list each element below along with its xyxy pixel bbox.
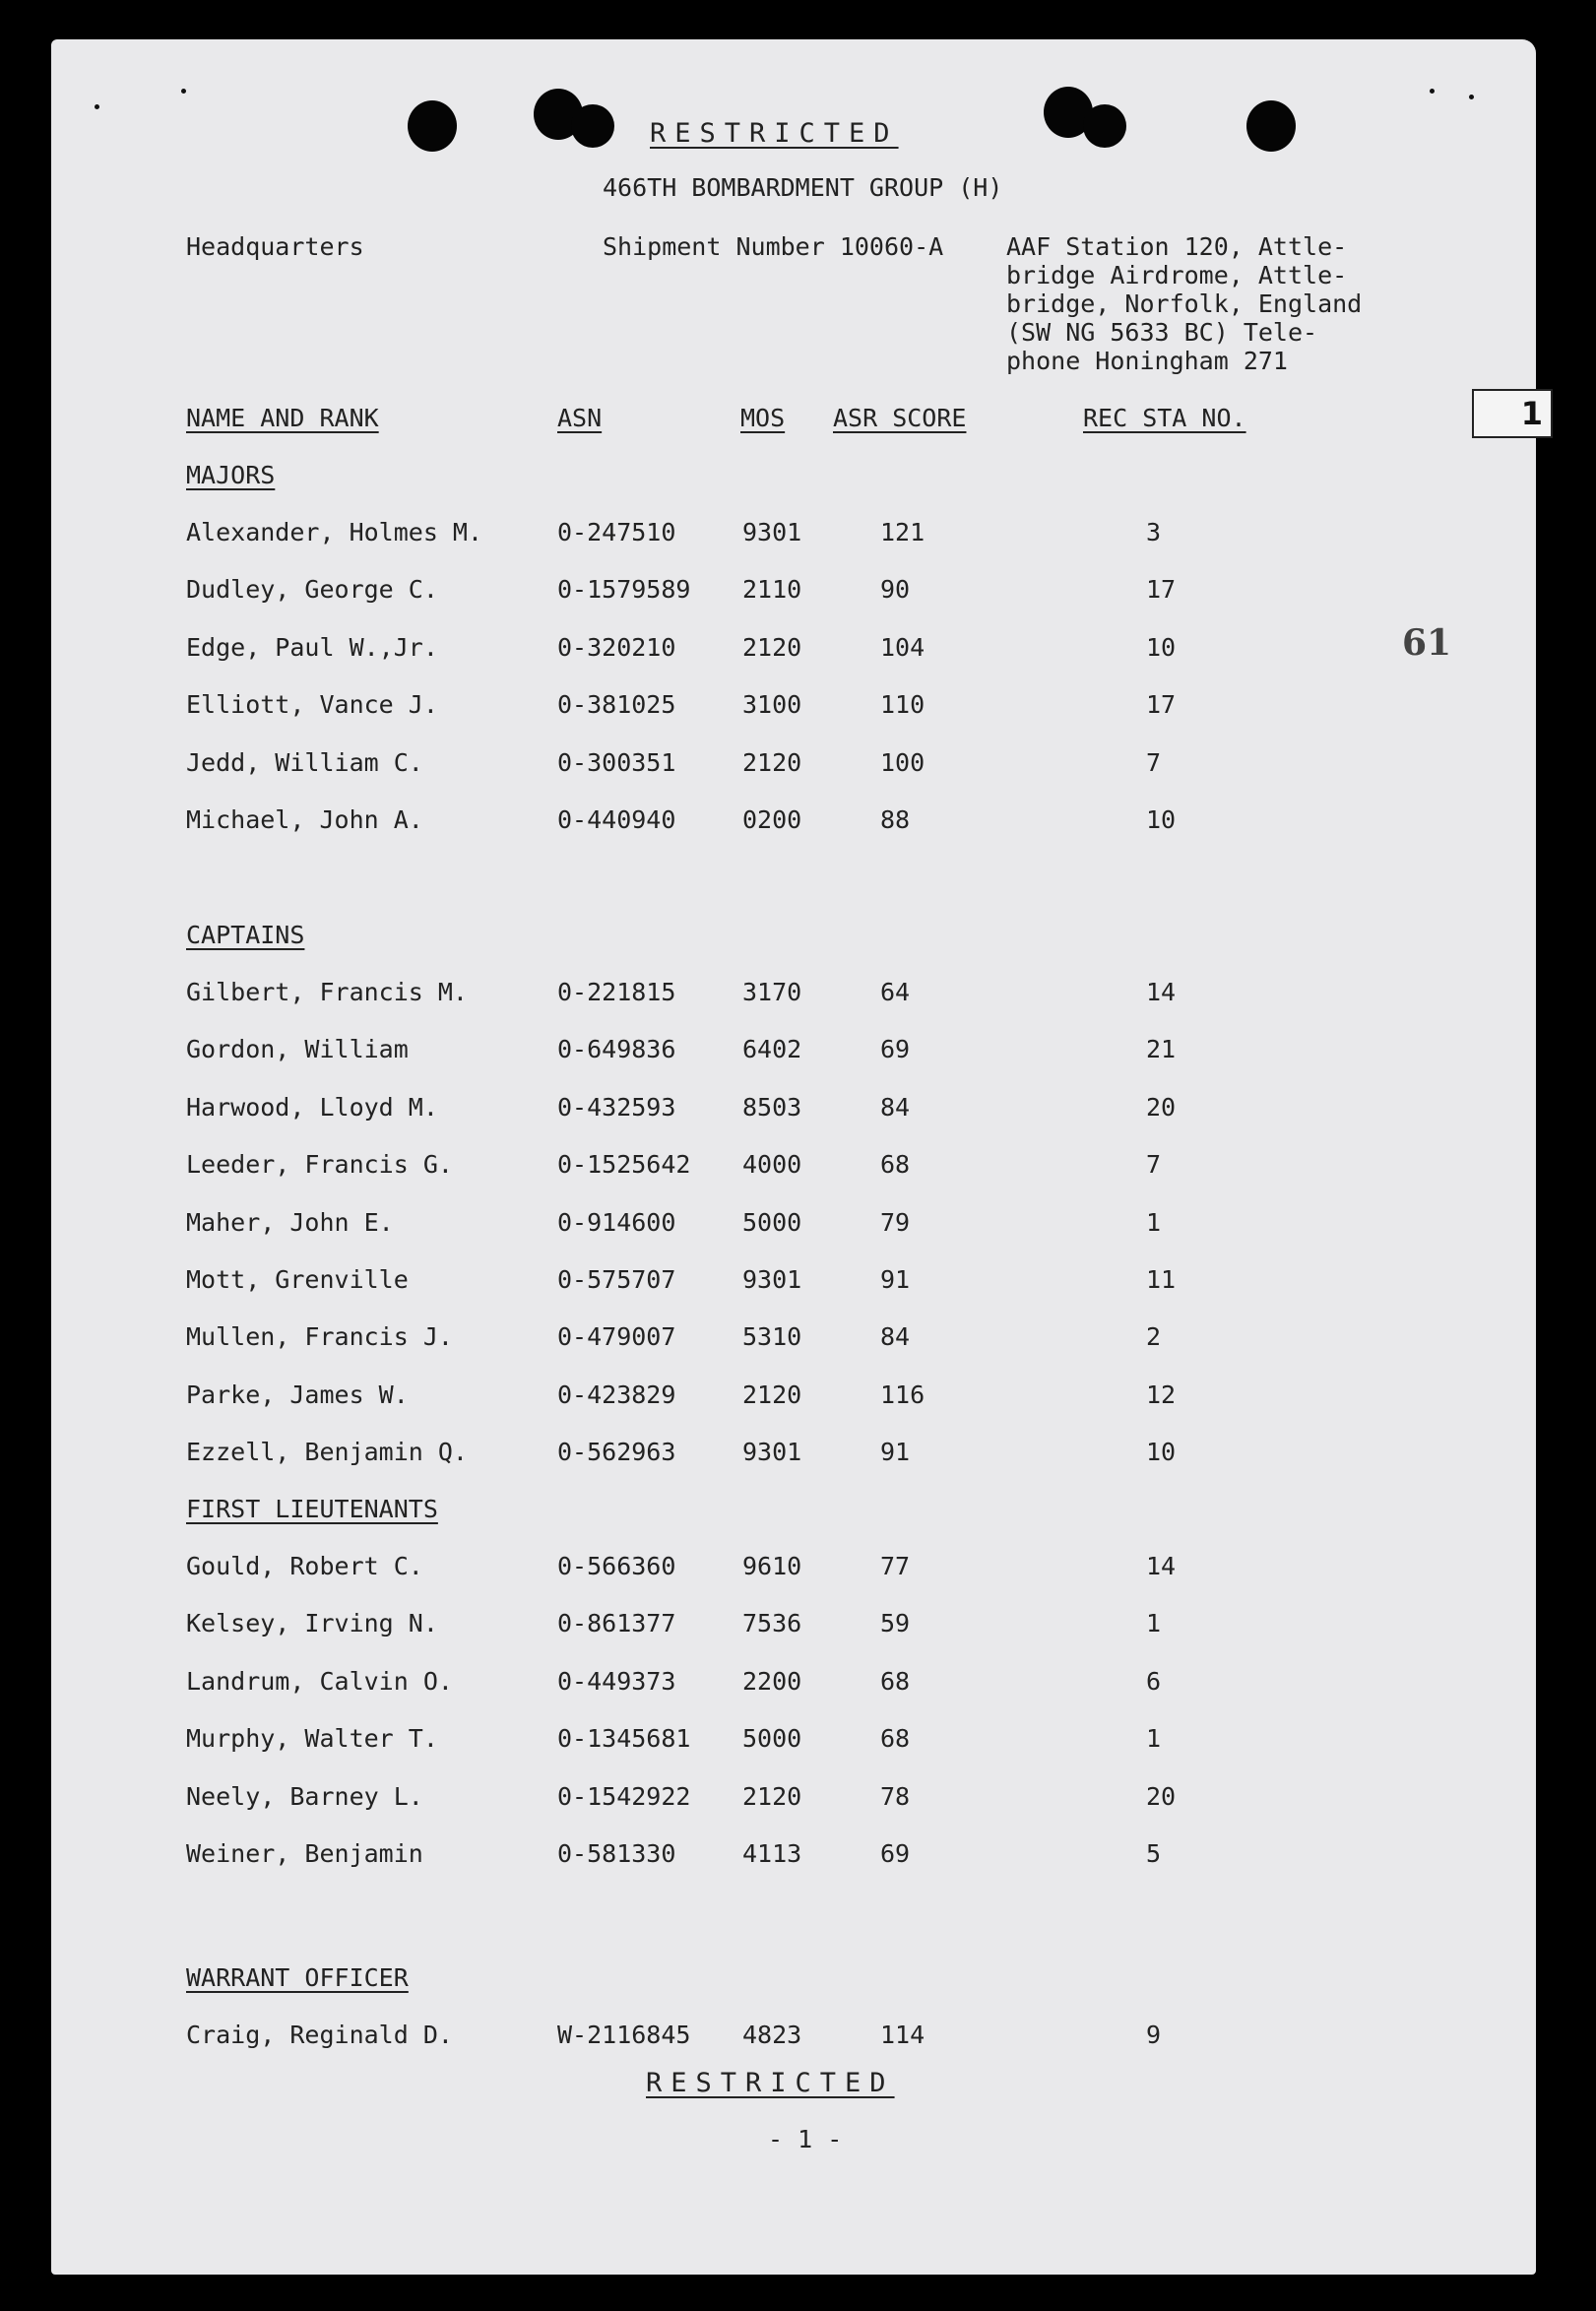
station-line: (SW NG 5633 BC) Tele- — [1006, 318, 1318, 347]
table-row — [51, 1324, 1536, 1354]
cell-asn: 0-320210 — [557, 632, 676, 662]
cell-asn: 0-1579589 — [557, 575, 691, 605]
cell-name: Mott, Grenville — [186, 1265, 409, 1294]
cell-name: Ezzell, Benjamin Q. — [186, 1438, 468, 1467]
cell-name: Parke, James W. — [186, 1380, 409, 1409]
cell-name: Elliott, Vance J. — [186, 690, 438, 720]
cell-mos: 5310 — [742, 1322, 802, 1352]
cell-asr: 69 — [880, 1035, 911, 1064]
cell-asn: 0-423829 — [557, 1380, 676, 1409]
cell-mos: 5000 — [742, 1207, 802, 1237]
col-header-asr: ASR SCORE — [833, 404, 967, 432]
cell-asn: 0-566360 — [557, 1552, 676, 1580]
table-row — [51, 747, 1536, 780]
cell-name: Harwood, Lloyd M. — [186, 1092, 438, 1122]
station-line: bridge Airdrome, Attle- — [1006, 261, 1348, 289]
cell-name: Leeder, Francis G. — [186, 1150, 453, 1180]
col-header-name: NAME AND RANK — [186, 404, 379, 432]
cell-asr: 64 — [880, 978, 911, 1006]
cell-asr: 116 — [880, 1380, 926, 1409]
cell-asr: 91 — [880, 1438, 911, 1467]
cell-asr: 88 — [880, 805, 911, 834]
cell-asn: 0-575707 — [557, 1265, 676, 1294]
cell-mos: 2120 — [742, 747, 802, 777]
cell-asr: 104 — [880, 632, 926, 662]
page-tab: 1 — [1472, 389, 1553, 438]
table-row — [51, 1382, 1536, 1412]
cell-asn: 0-449373 — [557, 1666, 676, 1696]
table-row — [51, 692, 1536, 722]
cell-mos: 3100 — [742, 690, 802, 720]
cell-mos: 9610 — [742, 1552, 802, 1580]
table-row — [51, 1554, 1536, 1583]
cell-rec: 10 — [1146, 805, 1177, 834]
cell-mos: 2120 — [742, 1781, 802, 1811]
punch-hole — [1083, 104, 1126, 148]
table-row — [51, 577, 1536, 607]
cell-asr: 68 — [880, 1150, 911, 1180]
cell-mos: 2200 — [742, 1666, 802, 1696]
cell-asr: 79 — [880, 1207, 911, 1237]
cell-name: Edge, Paul W.,Jr. — [186, 632, 438, 662]
classification-header: RESTRICTED — [650, 118, 899, 149]
cell-mos: 9301 — [742, 518, 802, 546]
handwritten-number: 61 — [1402, 622, 1452, 664]
cell-mos: 6402 — [742, 1035, 802, 1064]
cell-rec: 2 — [1146, 1322, 1162, 1352]
cell-mos: 0200 — [742, 805, 802, 834]
cell-name: Murphy, Walter T. — [186, 1724, 438, 1754]
cell-asr: 59 — [880, 1609, 911, 1638]
cell-asr: 114 — [880, 2021, 926, 2049]
cell-asn: 0-581330 — [557, 1839, 676, 1868]
cell-mos: 4000 — [742, 1150, 802, 1180]
table-row — [51, 1267, 1536, 1297]
cell-mos: 9301 — [742, 1438, 802, 1467]
cell-asr: 84 — [880, 1322, 911, 1352]
table-row — [51, 1666, 1536, 1699]
table-row — [51, 2022, 1536, 2052]
cell-rec: 3 — [1146, 518, 1162, 546]
table-row — [51, 980, 1536, 1009]
cell-asn: 0-300351 — [557, 747, 676, 777]
cell-name: Maher, John E. — [186, 1207, 394, 1237]
section-title: MAJORS — [186, 461, 276, 489]
cell-asn: 0-221815 — [557, 978, 676, 1006]
cell-mos: 7536 — [742, 1609, 802, 1638]
cell-rec: 10 — [1146, 1438, 1177, 1467]
cell-rec: 7 — [1146, 1150, 1162, 1180]
cell-mos: 8503 — [742, 1092, 802, 1122]
cell-rec: 12 — [1146, 1380, 1177, 1409]
cell-asr: 77 — [880, 1552, 911, 1580]
unit-title: 466TH BOMBARDMENT GROUP (H) — [603, 173, 1003, 202]
table-row — [51, 1841, 1536, 1871]
cell-asr: 100 — [880, 747, 926, 777]
cell-asn: W-2116845 — [557, 2021, 691, 2049]
cell-name: Gordon, William — [186, 1035, 409, 1064]
section-title: FIRST LIEUTENANTS — [186, 1495, 438, 1523]
cell-asr: 121 — [880, 518, 926, 546]
table-row — [51, 807, 1536, 837]
cell-asn: 0-247510 — [557, 518, 676, 546]
page-number: - 1 - — [768, 2125, 843, 2153]
cell-asn: 0-1542922 — [557, 1781, 691, 1811]
table-row — [51, 520, 1536, 549]
cell-asn: 0-649836 — [557, 1035, 676, 1064]
section-title: WARRANT OFFICER — [186, 1963, 409, 1992]
cell-asr: 69 — [880, 1839, 911, 1868]
cell-asn: 0-861377 — [557, 1609, 676, 1638]
cell-mos: 4823 — [742, 2021, 802, 2049]
document-page — [51, 39, 1536, 2275]
cell-asn: 0-562963 — [557, 1438, 676, 1467]
cell-name: Landrum, Calvin O. — [186, 1666, 453, 1696]
cell-rec: 1 — [1146, 1609, 1162, 1638]
cell-asn: 0-1345681 — [557, 1724, 691, 1754]
cell-rec: 20 — [1146, 1781, 1177, 1811]
table-row — [51, 1440, 1536, 1469]
punch-hole — [1246, 100, 1296, 152]
table-row — [51, 1092, 1536, 1124]
cell-rec: 1 — [1146, 1207, 1162, 1237]
cell-asr: 91 — [880, 1265, 911, 1294]
cell-asn: 0-432593 — [557, 1092, 676, 1122]
cell-asr: 68 — [880, 1666, 911, 1696]
cell-asr: 110 — [880, 690, 926, 720]
cell-rec: 17 — [1146, 690, 1177, 720]
cell-asr: 68 — [880, 1724, 911, 1754]
cell-asr: 84 — [880, 1092, 911, 1122]
cell-name: Dudley, George C. — [186, 575, 438, 605]
col-header-asn: ASN — [557, 404, 603, 432]
col-header-rec: REC STA NO. — [1083, 404, 1246, 432]
cell-name: Gould, Robert C. — [186, 1552, 423, 1580]
cell-asn: 0-914600 — [557, 1207, 676, 1237]
cell-rec: 14 — [1146, 1552, 1177, 1580]
cell-mos: 9301 — [742, 1265, 802, 1294]
shipment-number: Shipment Number 10060-A — [603, 232, 944, 261]
col-header-mos: MOS — [740, 404, 786, 432]
classification-footer: RESTRICTED — [646, 2068, 895, 2098]
cell-asn: 0-440940 — [557, 805, 676, 834]
cell-rec: 10 — [1146, 632, 1177, 662]
cell-name: Michael, John A. — [186, 805, 423, 834]
cell-mos: 3170 — [742, 978, 802, 1006]
cell-name: Gilbert, Francis M. — [186, 978, 468, 1006]
table-row — [51, 1726, 1536, 1756]
cell-rec: 21 — [1146, 1035, 1177, 1064]
cell-mos: 2110 — [742, 575, 802, 605]
office-label: Headquarters — [186, 232, 364, 261]
table-row — [51, 1037, 1536, 1066]
punch-hole — [571, 104, 614, 148]
cell-asn: 0-1525642 — [557, 1150, 691, 1180]
table-row — [51, 1611, 1536, 1640]
cell-name: Alexander, Holmes M. — [186, 518, 483, 546]
cell-mos: 4113 — [742, 1839, 802, 1868]
table-row — [51, 1781, 1536, 1814]
cell-name: Kelsey, Irving N. — [186, 1609, 438, 1638]
cell-asr: 90 — [880, 575, 911, 605]
cell-rec: 20 — [1146, 1092, 1177, 1122]
cell-rec: 9 — [1146, 2021, 1162, 2049]
table-row — [51, 632, 1536, 665]
station-line: bridge, Norfolk, England — [1006, 289, 1363, 318]
cell-name: Jedd, William C. — [186, 747, 423, 777]
cell-asn: 0-479007 — [557, 1322, 676, 1352]
cell-rec: 11 — [1146, 1265, 1177, 1294]
cell-rec: 5 — [1146, 1839, 1162, 1868]
cell-name: Weiner, Benjamin — [186, 1839, 423, 1868]
station-line: phone Honingham 271 — [1006, 347, 1288, 375]
cell-mos: 5000 — [742, 1724, 802, 1754]
cell-name: Mullen, Francis J. — [186, 1322, 453, 1352]
station-line: AAF Station 120, Attle- — [1006, 232, 1348, 261]
table-row — [51, 1152, 1536, 1182]
cell-rec: 7 — [1146, 747, 1162, 777]
table-row — [51, 1207, 1536, 1240]
cell-name: Neely, Barney L. — [186, 1781, 423, 1811]
cell-asr: 78 — [880, 1781, 911, 1811]
cell-rec: 6 — [1146, 1666, 1162, 1696]
cell-asn: 0-381025 — [557, 690, 676, 720]
cell-mos: 2120 — [742, 1380, 802, 1409]
cell-name: Craig, Reginald D. — [186, 2021, 453, 2049]
punch-hole — [408, 100, 457, 152]
section-title: CAPTAINS — [186, 921, 305, 949]
cell-rec: 17 — [1146, 575, 1177, 605]
cell-rec: 14 — [1146, 978, 1177, 1006]
cell-mos: 2120 — [742, 632, 802, 662]
cell-rec: 1 — [1146, 1724, 1162, 1754]
